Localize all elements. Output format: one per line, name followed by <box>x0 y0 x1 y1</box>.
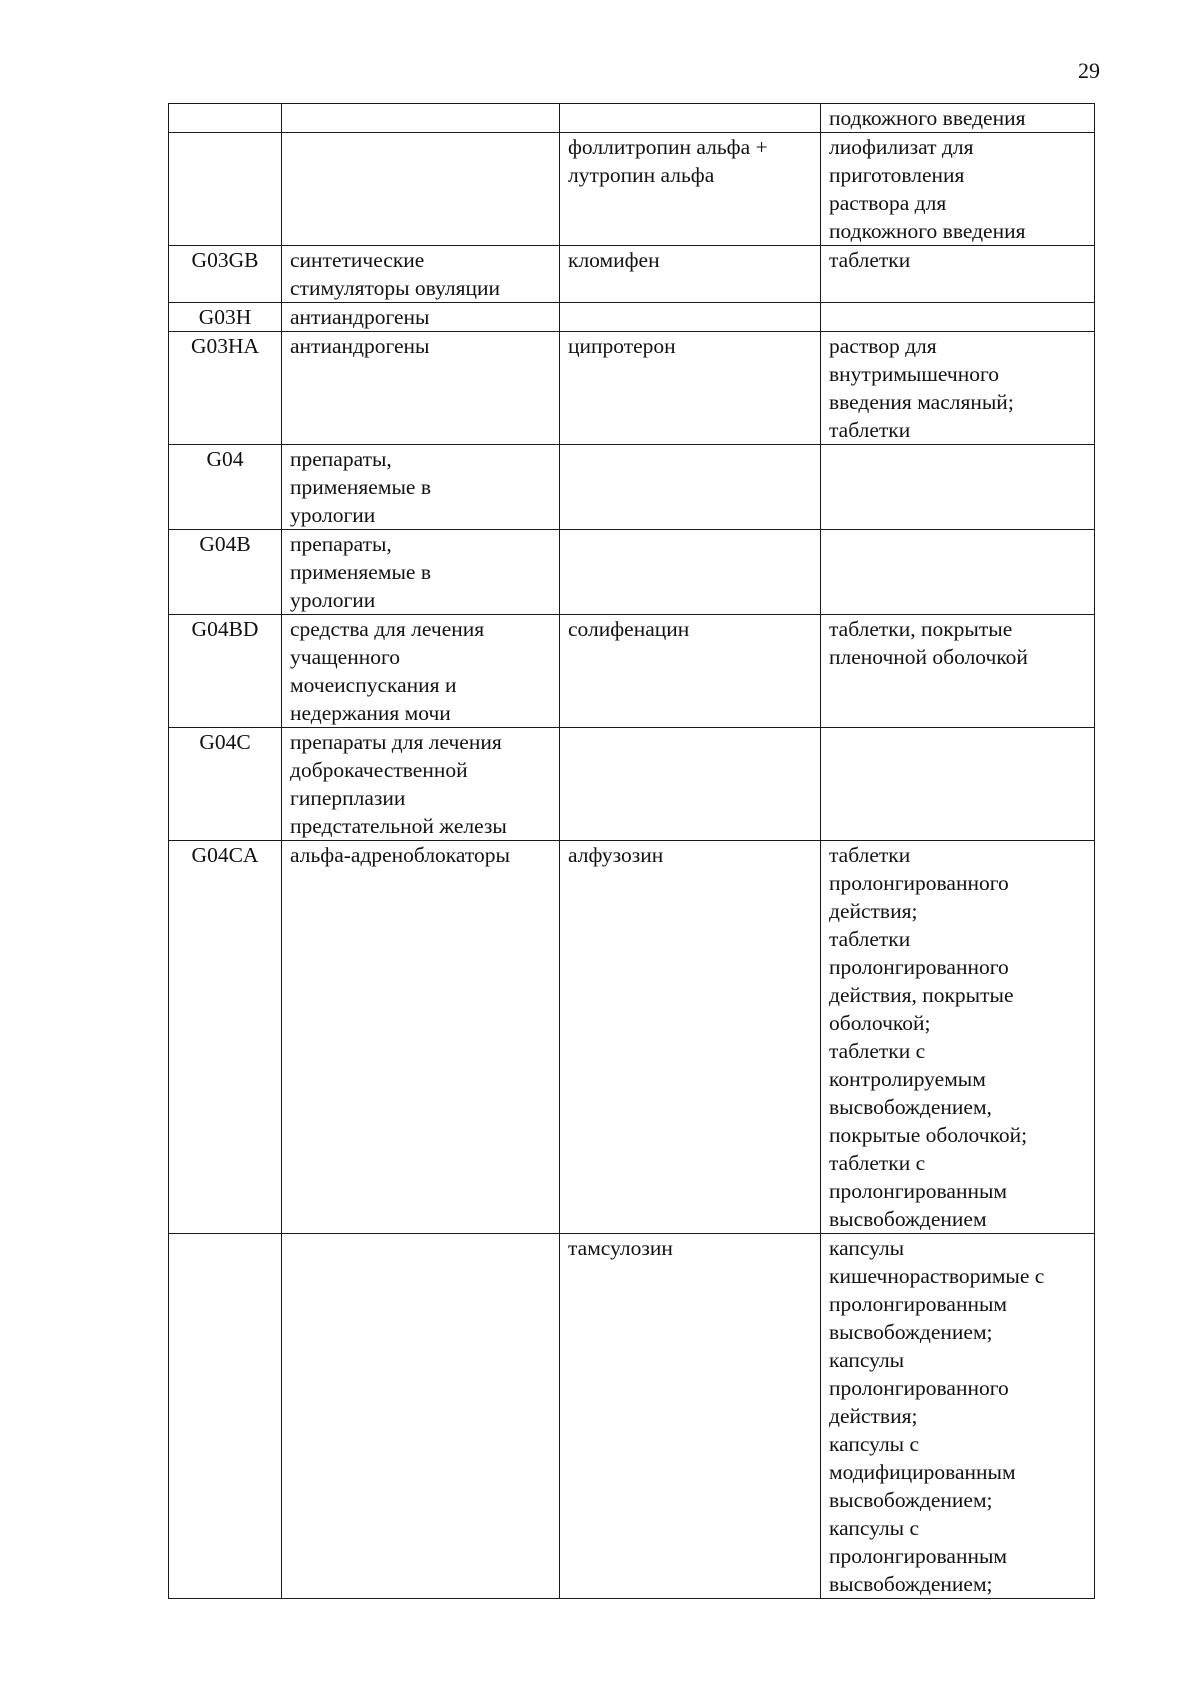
table-row <box>169 133 1095 246</box>
table-row <box>169 1234 1095 1599</box>
drug-name-cell <box>560 530 821 615</box>
table-row <box>169 445 1095 530</box>
dosage-form-cell: лиофилизат для приготовления раствора для подкожного введения <box>821 133 1095 246</box>
group-name-cell <box>282 133 560 246</box>
group-name-cell: препараты для лечения доброкачественной гиперплазии предстательной железы <box>282 728 560 841</box>
dosage-form-cell <box>821 728 1095 841</box>
dosage-form-cell <box>821 445 1095 530</box>
atc-code-cell: G04C <box>169 728 282 841</box>
drug-name-cell: фоллитропин альфа + лутропин альфа <box>560 133 821 246</box>
atc-code-cell: G03GB <box>169 246 282 303</box>
group-name-cell: средства для лечения учащенного мочеиспускания и недержания мочи <box>282 615 560 728</box>
group-name-cell: синтетические стимуляторы овуляции <box>282 246 560 303</box>
dosage-form-cell: таблетки, покрытые пленочной оболочкой <box>821 615 1095 728</box>
atc-code-cell <box>169 1234 282 1599</box>
dosage-form-cell: таблетки пролонгированного действия; таблетки пролонгированного действия, покрытые оболочкой; таблетки с контролируемым высвобождением, покрытые оболочкой; таблетки с пролонгированным высвобождением <box>821 841 1095 1234</box>
atc-code-cell: G04B <box>169 530 282 615</box>
atc-code-cell: G04BD <box>169 615 282 728</box>
table-row <box>169 246 1095 303</box>
dosage-form-cell <box>821 530 1095 615</box>
group-name-cell <box>282 1234 560 1599</box>
atc-code-cell: G03HA <box>169 332 282 445</box>
drug-name-cell <box>560 303 821 332</box>
atc-code-cell: G04 <box>169 445 282 530</box>
group-name-cell: препараты, применяемые в урологии <box>282 530 560 615</box>
table-row <box>169 841 1095 1234</box>
drug-name-cell: кломифен <box>560 246 821 303</box>
drug-name-cell <box>560 104 821 133</box>
group-name-cell: альфа-адреноблокаторы <box>282 841 560 1234</box>
table-row <box>169 530 1095 615</box>
group-name-cell: препараты, применяемые в урологии <box>282 445 560 530</box>
table-row <box>169 615 1095 728</box>
dosage-form-cell <box>821 303 1095 332</box>
group-name-cell: антиандрогены <box>282 303 560 332</box>
drug-name-cell: ципротерон <box>560 332 821 445</box>
drug-name-cell <box>560 445 821 530</box>
atc-code-cell: G03H <box>169 303 282 332</box>
atc-code-cell <box>169 104 282 133</box>
drug-table <box>168 103 1095 1599</box>
group-name-cell: антиандрогены <box>282 332 560 445</box>
dosage-form-cell: раствор для внутримышечного введения масляный; таблетки <box>821 332 1095 445</box>
drug-name-cell: тамсулозин <box>560 1234 821 1599</box>
dosage-form-cell: капсулы кишечнорастворимые с пролонгированным высвобождением; капсулы пролонгированного действия; капсулы с модифицированным высвобождением; капсулы с пролонгированным высвобождением; <box>821 1234 1095 1599</box>
dosage-form-cell: подкожного введения <box>821 104 1095 133</box>
table-row <box>169 303 1095 332</box>
drug-name-cell: алфузозин <box>560 841 821 1234</box>
page-number: 29 <box>1078 58 1100 83</box>
atc-code-cell: G04CA <box>169 841 282 1234</box>
atc-code-cell <box>169 133 282 246</box>
drug-name-cell <box>560 728 821 841</box>
drug-name-cell: солифенацин <box>560 615 821 728</box>
dosage-form-cell: таблетки <box>821 246 1095 303</box>
table-row <box>169 728 1095 841</box>
table-row <box>169 104 1095 133</box>
group-name-cell <box>282 104 560 133</box>
table-row <box>169 332 1095 445</box>
